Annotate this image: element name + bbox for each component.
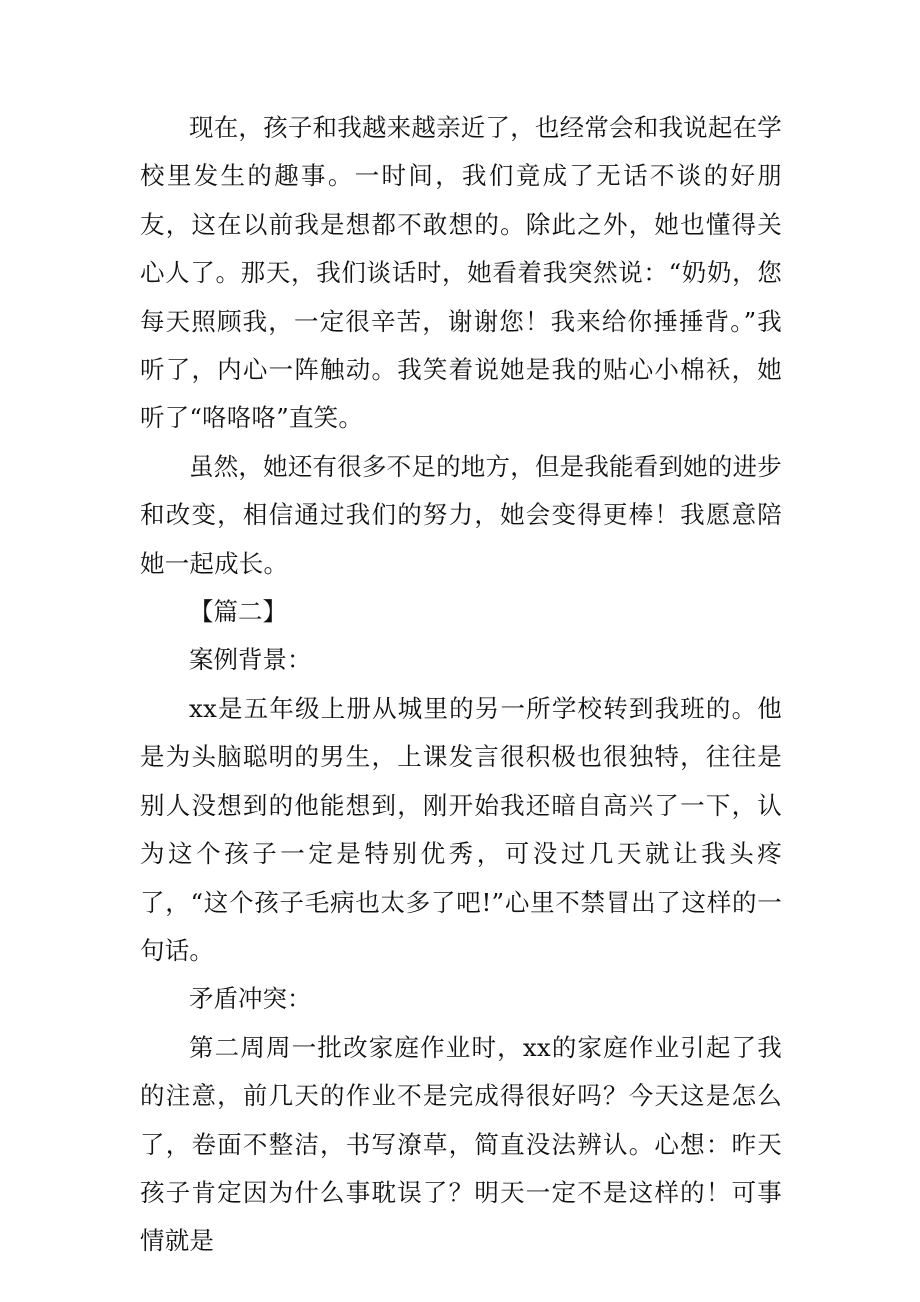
subheading-conflict: 矛盾冲突：	[189, 984, 312, 1014]
paragraph-conflict: 第二周周一批改家庭作业时，xx的家庭作业引起了我的注意，前几天的作业不是完成得很好吗？今天这是怎么了，卷面不整洁，书写潦草，简直没法辨认。心想：昨天孩子肯定因为什么事耽误了？明天一定不是这样的！可事情就是	[140, 1032, 782, 1256]
document-page	[140, 104, 782, 1266]
paragraph-closeness: 现在，孩子和我越来越亲近了，也经常会和我说起在学校里发生的趣事。一时间，我们竟成了无话不谈的好朋友，这在以前我是想都不敢想的。除此之外，她也懂得关心人了。那天，我们谈话时，她看着我突然说：“奶奶，您每天照顾我，一定很辛苦，谢谢您！我来给你捶捶背。”我听了，内心一阵触动。我笑着说她是我的贴心小棉袄，她听了“咯咯咯”直笑。	[140, 113, 782, 433]
section-heading-part-two: 【篇二】	[189, 597, 287, 627]
paragraph-progress: 虽然，她还有很多不足的地方，但是我能看到她的进步和改变，相信通过我们的努力，她会变得更棒！我愿意陪她一起成长。	[140, 451, 782, 578]
subheading-case-background: 案例背景：	[189, 645, 312, 675]
paragraph-case-background: xx是五年级上册从城里的另一所学校转到我班的。他是为头脑聪明的男生，上课发言很积极也很独特，往往是别人没想到的他能想到，刚开始我还暗自高兴了一下，认为这个孩子一定是特别优秀，可没过几天就让我头疼了，“这个孩子毛病也太多了吧!”心里不禁冒出了这样的一句话。	[140, 693, 782, 965]
